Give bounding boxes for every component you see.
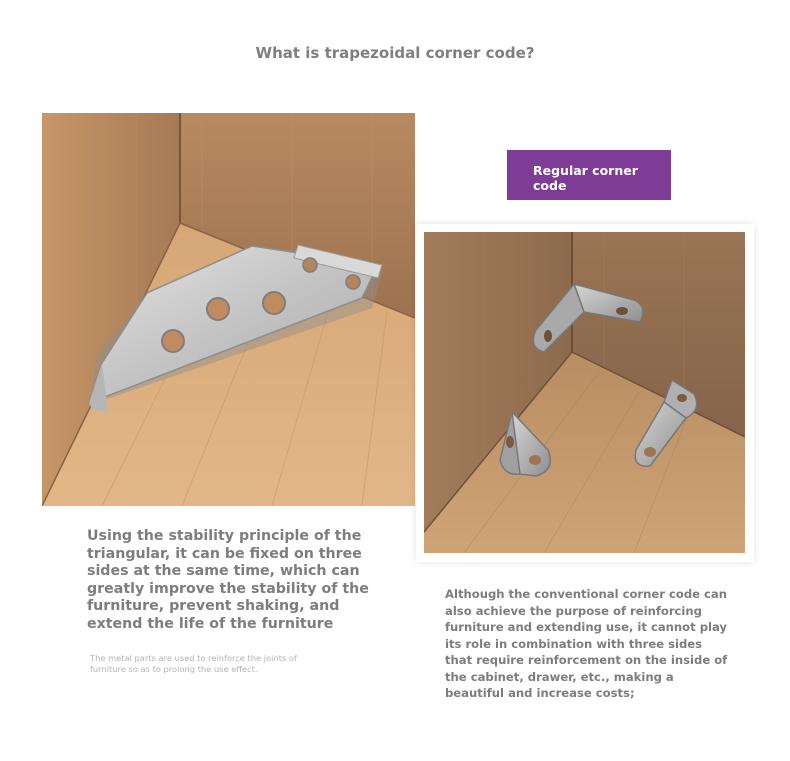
regular-corner-code-badge: Regular corner code (507, 150, 671, 200)
page-title: What is trapezoidal corner code? (255, 44, 535, 62)
regular-description: Although the conventional corner code can also achieve the purpose of reinforcing furniture and extending use, it cannot play its role in combination with three sides that require reinforcement on the inside of the cabinet, drawer, etc., making a beautiful and increase costs; (445, 587, 728, 700)
trapezoidal-description: Using the stability principle of the triangular, it can be fixed on three sides at the same time, which can greatly improve the stability of the furniture, prevent shaking, and extend the life of the furniture (87, 528, 369, 632)
trapezoidal-note: The metal parts are used to reinforce the joints of furniture so as to prolong the use effect. (90, 653, 297, 674)
trapezoidal-bracket-photo (42, 113, 415, 506)
regular-bracket-photo (424, 232, 745, 553)
